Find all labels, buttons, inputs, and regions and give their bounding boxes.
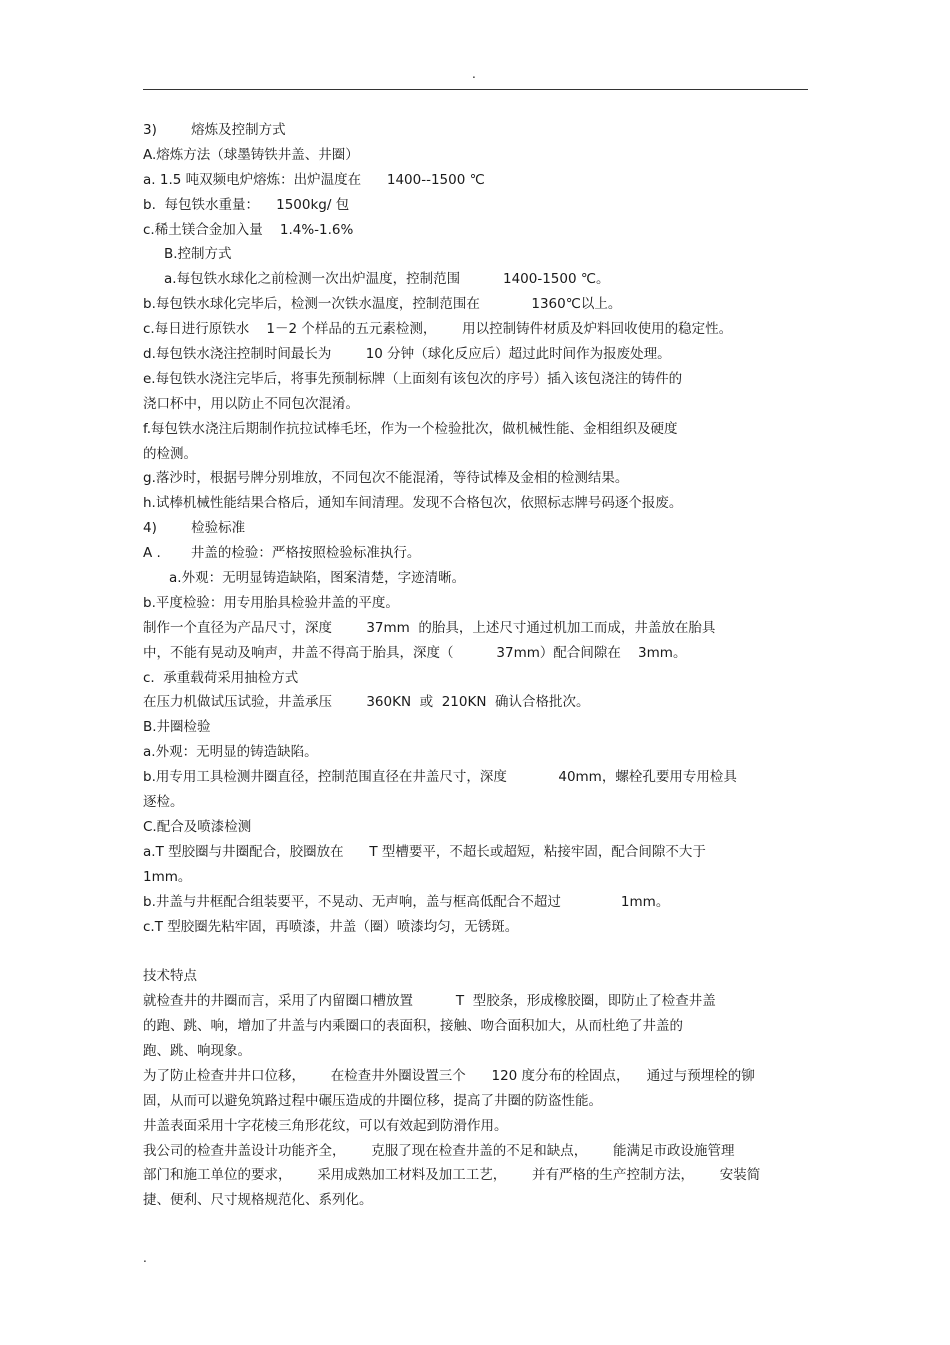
text-line: 捷、便利、尺寸规格规范化、系列化。 bbox=[143, 1192, 373, 1209]
text-line: 的检测。 bbox=[143, 445, 197, 462]
footer-dot: . bbox=[143, 1251, 147, 1265]
text-line: 制作一个直径为产品尺寸，深度 37mm 的胎具，上述尺寸通过机加工而成，井盖放在胎具 bbox=[143, 619, 716, 636]
text-line: b.井盖与井框配合组装要平，不晃动、无声响，盖与框高低配合不超过 1mm。 bbox=[143, 893, 670, 910]
text-line: d.每包铁水浇注控制时间最长为 10 分钟（球化反应后）超过此时间作为报废处理。 bbox=[143, 346, 671, 363]
text-line: c.稀土镁合金加入量 1.4%-1.6% bbox=[143, 221, 354, 238]
text-line: h.试棒机械性能结果合格后，通知车间清理。发现不合格包次，依照标志牌号码逐个报废。 bbox=[143, 495, 683, 512]
text-line: b. 每包铁水重量： 1500kg/ 包 bbox=[143, 196, 350, 213]
text-line: f.每包铁水浇注后期制作抗拉试棒毛坯，作为一个检验批次，做机械性能、金相组织及硬度 bbox=[143, 420, 678, 437]
text-line: 逐检。 bbox=[143, 794, 184, 811]
text-line: a.外观：无明显铸造缺陷，图案清楚，字迹清晰。 bbox=[169, 570, 466, 587]
control-method-heading: B.控制方式 bbox=[164, 246, 232, 263]
text-line: a. 1.5 吨双频电炉熔炼：出炉温度在 1400--1500 ℃ bbox=[143, 171, 485, 188]
text-line: 井盖表面采用十字花棱三角形花纹，可以有效起到防滑作用。 bbox=[143, 1117, 508, 1134]
text-line: c. 承重载荷采用抽检方式 bbox=[143, 669, 299, 686]
text-line: e.每包铁水浇注完毕后，将事先预制标牌（上面刻有该包次的序号）插入该包浇注的铸件的 bbox=[143, 370, 683, 387]
text-line: a.外观：无明显的铸造缺陷。 bbox=[143, 744, 318, 761]
blank-line bbox=[143, 939, 808, 964]
ring-inspection-heading: B.井圈检验 bbox=[143, 719, 211, 736]
text-line: 浇口杯中，用以防止不同包次混淆。 bbox=[143, 395, 359, 412]
cover-inspection-heading: A . 井盖的检验：严格按照检验标准执行。 bbox=[143, 545, 421, 562]
smelting-method-heading: A.熔炼方法（球墨铸铁井盖、井圈） bbox=[143, 146, 359, 163]
text-line: c.每日进行原铁水 1－2 个样品的五元素检测， 用以控制铸件材质及炉料回收使用的稳定性。 bbox=[143, 321, 733, 338]
text-line: b.每包铁水球化完毕后，检测一次铁水温度，控制范围在 1360℃以上。 bbox=[143, 296, 622, 313]
text-line: b.用专用工具检测井圈直径，控制范围直径在井盖尺寸，深度 40mm，螺栓孔要用专用检具 bbox=[143, 769, 737, 786]
text-line: 在压力机做试压试验，井盖承压 360KN 或 210KN 确认合格批次。 bbox=[143, 694, 590, 711]
document-body bbox=[143, 118, 808, 1213]
text-line: 为了防止检查井井口位移， 在检查井外圈设置三个 120 度分布的栓固点， 通过与预埋栓的铆 bbox=[143, 1067, 755, 1084]
fit-paint-heading: C.配合及喷漆检测 bbox=[143, 818, 252, 835]
text-line: a.T 型胶圈与井圈配合，胶圈放在 T 型槽要平，不超长或超短，粘接牢固，配合间隙不大于 bbox=[143, 843, 706, 860]
text-line: a.每包铁水球化之前检测一次出炉温度，控制范围 1400-1500 ℃。 bbox=[164, 271, 610, 288]
text-line: 1mm。 bbox=[143, 868, 192, 885]
text-line: 跑、跳、响现象。 bbox=[143, 1042, 251, 1059]
text-line: 的跑、跳、响，增加了井盖与内乘圈口的表面积，接触、吻合面积加大，从而杜绝了井盖的 bbox=[143, 1018, 683, 1035]
section-heading-inspection: 4) 检验标准 bbox=[143, 520, 246, 537]
text-line: 我公司的检查井盖设计功能齐全， 克服了现在检查井盖的不足和缺点， 能满足市政设施管理 bbox=[143, 1142, 735, 1159]
text-line: 固，从而可以避免筑路过程中碾压造成的井圈位移，提高了井圈的防盗性能。 bbox=[143, 1092, 602, 1109]
text-line: c.T 型胶圈先粘牢固，再喷漆，井盖（圈）喷漆均匀，无锈斑。 bbox=[143, 918, 519, 935]
header-rule bbox=[143, 89, 808, 90]
tech-features-heading: 技术特点 bbox=[143, 968, 197, 985]
text-line: 中，不能有晃动及响声，井盖不得高于胎具，深度（ 37mm）配合间隙在 3mm。 bbox=[143, 644, 687, 661]
text-line: 部门和施工单位的要求， 采用成熟加工材料及加工工艺， 并有严格的生产控制方法， 安装简 bbox=[143, 1167, 761, 1184]
text-line: 就检查井的井圈而言，采用了内留圈口槽放置 T 型胶条，形成橡胶圈，即防止了检查井盖 bbox=[143, 993, 716, 1010]
section-heading-smelting: 3) 熔炼及控制方式 bbox=[143, 122, 286, 138]
text-line: b.平度检验：用专用胎具检验井盖的平度。 bbox=[143, 594, 399, 611]
text-line: g.落沙时，根据号牌分别堆放，不同包次不能混淆，等待试棒及金相的检测结果。 bbox=[143, 470, 629, 487]
header-dot: . bbox=[472, 67, 476, 81]
